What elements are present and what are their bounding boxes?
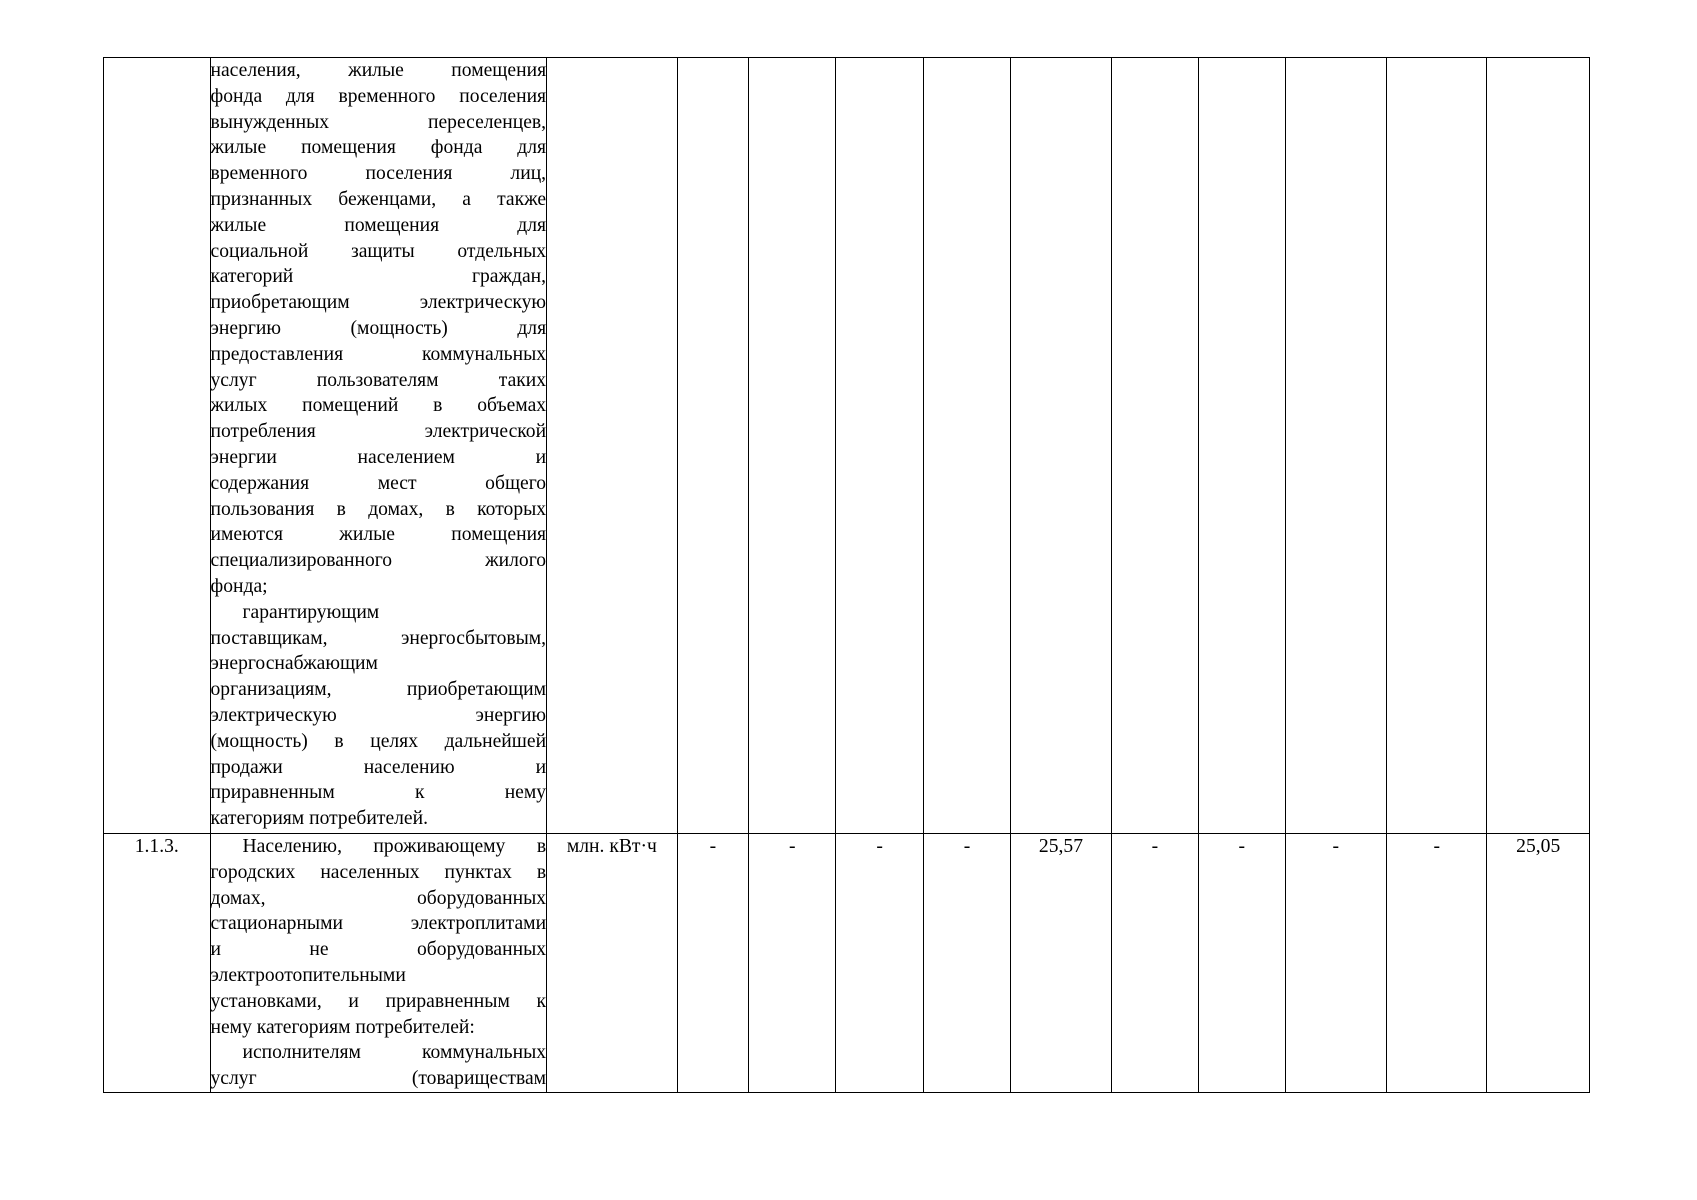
value-cell: - [1386, 834, 1486, 1093]
description-line: категорий граждан, [210, 266, 547, 288]
description-line: населения, жилые помещения [210, 60, 547, 81]
description-line: энергии населением и [210, 446, 547, 468]
description-line: пользования в домах, в которых [210, 498, 547, 520]
description-text [211, 58, 547, 832]
value-cell [1285, 58, 1386, 834]
value-cell [677, 58, 748, 834]
description-line: электроотопительными [210, 964, 406, 986]
unit-cell [547, 58, 678, 834]
description-line: продажи населению и [210, 756, 547, 778]
description-line: нему категориям потребителей: [210, 1016, 475, 1038]
description-line: приравненным к нему [210, 782, 547, 804]
description-line: электрическую энергию [210, 704, 547, 726]
value-cell: - [677, 834, 748, 1093]
description-line: жилые помещения для [210, 214, 547, 236]
value-cell [1011, 58, 1111, 834]
description-line: гарантирующим [242, 601, 380, 623]
description-line: вынужденных переселенцев, [210, 111, 547, 133]
description-line: фонда для временного поселения [210, 85, 547, 107]
description-line: и не оборудованных [210, 939, 547, 961]
description-line: приобретающим электрическую [210, 292, 547, 314]
description-line: потребления электрической [210, 421, 547, 443]
description-line: стационарными электроплитами [210, 913, 547, 935]
description-cell [210, 834, 547, 1093]
table-row [104, 58, 1590, 834]
description-line: содержания мест общего [210, 472, 547, 494]
description-line: домах, оборудованных [210, 887, 547, 909]
description-line: услуг пользователям таких [210, 369, 547, 391]
description-line: временного поселения лиц, [210, 163, 547, 185]
value-cell [1111, 58, 1198, 834]
value-cell: 25,57 [1011, 834, 1111, 1093]
value-cell [749, 58, 836, 834]
row-number-cell [104, 58, 211, 834]
description-line: исполнителям коммунальных [242, 1042, 547, 1064]
description-line: фонда; [210, 575, 268, 597]
row-number-cell: 1.1.3. [104, 834, 211, 1093]
description-line: имеются жилые помещения [210, 524, 547, 546]
description-line: предоставления коммунальных [210, 343, 547, 365]
value-cell: - [1199, 834, 1285, 1093]
description-line: Населению, проживающему в [242, 836, 547, 857]
value-cell: - [923, 834, 1010, 1093]
value-cell: - [1111, 834, 1198, 1093]
value-cell: - [836, 834, 923, 1093]
value-cell [923, 58, 1010, 834]
value-cell: - [1285, 834, 1386, 1093]
description-line: (мощность) в целях дальнейшей [210, 730, 547, 752]
description-line: признанных беженцами, а также [210, 188, 547, 210]
description-line: услуг (товариществам [210, 1068, 547, 1090]
description-line: жилых помещений в объемах [210, 395, 547, 417]
description-text [211, 834, 547, 1092]
value-cell [1386, 58, 1486, 834]
description-line: социальной защиты отдельных [210, 240, 547, 262]
description-line: энергию (мощность) для [210, 317, 547, 339]
description-line: энергоснабжающим [210, 653, 378, 675]
value-cell [1487, 58, 1590, 834]
description-line: специализированного жилого [210, 550, 547, 572]
description-line: городских населенных пунктах в [210, 861, 547, 883]
value-cell: - [749, 834, 836, 1093]
value-cell [836, 58, 923, 834]
value-cell: 25,05 [1487, 834, 1590, 1093]
table-row [104, 834, 1590, 1093]
description-line: организациям, приобретающим [210, 679, 547, 701]
description-line: категориям потребителей. [210, 808, 429, 830]
unit-cell: млн. кВт·ч [547, 834, 678, 1093]
value-cell [1199, 58, 1285, 834]
description-line: установками, и приравненным к [210, 990, 547, 1012]
data-table [103, 57, 1590, 1093]
description-cell [210, 58, 547, 834]
description-line: поставщикам, энергосбытовым, [210, 627, 547, 649]
description-line: жилые помещения фонда для [210, 137, 547, 159]
